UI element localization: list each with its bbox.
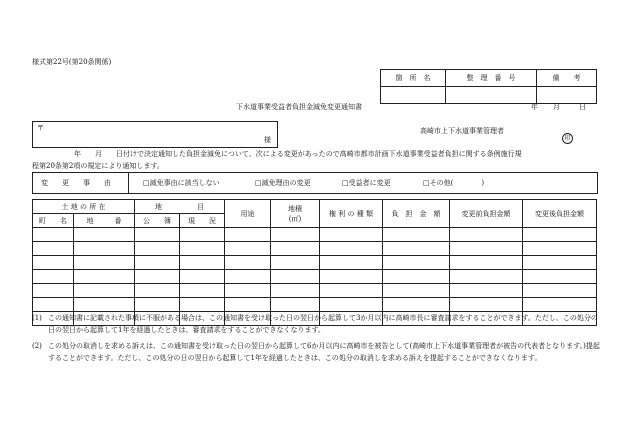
cell-rights[interactable] (320, 284, 383, 298)
cell-register[interactable] (135, 284, 180, 298)
note-1-text: この通知書に記載された事項に不服がある場合は、この通知書を受け取った日の翌日から起算して3か月以内に高崎市長に審査請求をすることができます。ただし、この処分の日の翌日から起算して1年を経過したときは、審査請求をすることができなくなります。 (48, 314, 598, 334)
header-before-amount: 変更前負担金額 (450, 200, 523, 228)
header-current-state: 現 況 (180, 214, 225, 228)
cell-town[interactable] (33, 284, 74, 298)
cell-before[interactable] (450, 256, 523, 270)
intro-line-2: 程第20条第2項の規定により通知します。 (32, 162, 164, 170)
reason-option-other[interactable]: □その他( ) (423, 179, 485, 187)
cell-use[interactable] (225, 256, 271, 270)
cell-rights[interactable] (320, 228, 383, 242)
cell-town[interactable] (33, 242, 74, 256)
ref-header-location: 箇 所 名 (381, 70, 446, 87)
cell-before[interactable] (450, 242, 523, 256)
cell-area[interactable] (271, 256, 320, 270)
cell-state[interactable] (180, 256, 225, 270)
cell-charge[interactable] (383, 284, 450, 298)
ref-cell-location[interactable] (381, 87, 446, 104)
header-public-register: 公 簿 (135, 214, 180, 228)
cell-register[interactable] (135, 242, 180, 256)
cell-state[interactable] (180, 270, 225, 284)
seal-icon: 印 (562, 133, 573, 144)
cell-register[interactable] (135, 298, 180, 312)
header-after-amount: 変更後負担金額 (523, 200, 597, 228)
cell-register[interactable] (135, 228, 180, 242)
cell-lot[interactable] (74, 284, 135, 298)
cell-lot[interactable] (74, 270, 135, 284)
cell-charge[interactable] (383, 298, 450, 312)
date-year-label: 年 (531, 103, 538, 111)
cell-lot[interactable] (74, 228, 135, 242)
cell-use[interactable] (225, 298, 271, 312)
cell-area[interactable] (271, 284, 320, 298)
cell-before[interactable] (450, 270, 523, 284)
seal-mark (562, 125, 573, 144)
header-use: 用途 (225, 200, 271, 228)
note-1-number: (1) (32, 314, 42, 322)
cell-use[interactable] (225, 284, 271, 298)
issuer-name: 高崎市上下水道事業管理者 (420, 127, 504, 135)
recipient-honorific: 様 (264, 136, 271, 144)
reason-option-reason-change[interactable]: □減免理由の変更 (255, 179, 311, 187)
cell-after[interactable] (523, 242, 597, 256)
cell-after[interactable] (523, 298, 597, 312)
cell-register[interactable] (135, 270, 180, 284)
cell-rights[interactable] (320, 242, 383, 256)
document-title: 下水道事業受益者負担金減免変更通知書 (236, 103, 362, 111)
cell-area[interactable] (271, 242, 320, 256)
cell-town[interactable] (33, 228, 74, 242)
cell-charge[interactable] (383, 270, 450, 284)
cell-area[interactable] (271, 270, 320, 284)
cell-town[interactable] (33, 298, 74, 312)
cell-rights[interactable] (320, 298, 383, 312)
cell-state[interactable] (180, 242, 225, 256)
cell-state[interactable] (180, 228, 225, 242)
cell-town[interactable] (33, 256, 74, 270)
cell-town[interactable] (33, 270, 74, 284)
cell-after[interactable] (523, 228, 597, 242)
cell-after[interactable] (523, 256, 597, 270)
cell-after[interactable] (523, 270, 597, 284)
cell-lot[interactable] (74, 256, 135, 270)
ref-cell-number[interactable] (446, 87, 537, 104)
cell-state[interactable] (180, 298, 225, 312)
cell-before[interactable] (450, 298, 523, 312)
header-area-label: 地積 (288, 204, 302, 213)
header-lot-number: 地 番 (74, 214, 135, 228)
reason-divider (128, 173, 129, 193)
cell-charge[interactable] (383, 228, 450, 242)
cell-charge[interactable] (383, 256, 450, 270)
header-rights-type: 権 利 の 種 類 (320, 200, 383, 228)
cell-rights[interactable] (320, 270, 383, 284)
header-charge-amount: 負 担 金 額 (383, 200, 450, 228)
cell-before[interactable] (450, 284, 523, 298)
cell-use[interactable] (225, 270, 271, 284)
note-1 (32, 312, 602, 336)
cell-area[interactable] (271, 298, 320, 312)
cell-rights[interactable] (320, 256, 383, 270)
note-2-number: (2) (32, 342, 42, 350)
ref-header-number: 整 理 番 号 (446, 70, 537, 87)
cell-charge[interactable] (383, 242, 450, 256)
reason-option-beneficiary-change[interactable]: □受益者に変更 (342, 179, 391, 187)
note-2 (32, 340, 602, 364)
postal-mark: 〒 (37, 124, 44, 132)
land-charge-table (32, 199, 597, 326)
table-row (33, 228, 597, 242)
table-row (33, 242, 597, 256)
change-reason-label: 変 更 事 由 (41, 179, 111, 187)
ref-header-remarks: 備 考 (537, 70, 597, 87)
cell-use[interactable] (225, 242, 271, 256)
form-number: 様式第22号(第20条関係) (32, 58, 112, 66)
note-2-text: この処分の取消しを求める訴えは、この通知書を受け取った日の翌日から起算して6か月以内に高崎市を被告として(高崎市上下水道事業管理者が被告の代表者となります。)提起することができます。ただし、この処分の日の翌日から起算して1年を経過したときは、この処分の取消しを求める訴えを提起することができなくなります。 (48, 342, 600, 362)
cell-lot[interactable] (74, 242, 135, 256)
intro-line-1: 年 月 日付けで決定通知した負担金減免について、次による変更があったので高崎市都市計画下水道事業受益者負担に関する条例施行規 (74, 150, 522, 158)
reference-table (380, 69, 597, 104)
date-month-label: 月 (553, 103, 560, 111)
table-row (33, 298, 597, 312)
change-reason-row (32, 172, 598, 194)
reason-option-not-applicable[interactable]: □減免事由に該当しない (143, 179, 220, 187)
header-area (271, 200, 320, 228)
table-row (33, 256, 597, 270)
header-land-location: 土 地 の 所 在 (33, 200, 135, 214)
cell-register[interactable] (135, 256, 180, 270)
date-day-label: 日 (579, 103, 586, 111)
cell-use[interactable] (225, 228, 271, 242)
cell-area[interactable] (271, 228, 320, 242)
cell-state[interactable] (180, 284, 225, 298)
ref-cell-remarks[interactable] (537, 87, 597, 104)
table-row (33, 270, 597, 284)
recipient-box[interactable] (32, 121, 278, 148)
header-area-unit: (㎡) (288, 214, 302, 223)
header-town: 町 名 (33, 214, 74, 228)
cell-lot[interactable] (74, 298, 135, 312)
header-land-category: 地 目 (135, 200, 225, 214)
cell-before[interactable] (450, 228, 523, 242)
table-row (33, 284, 597, 298)
cell-after[interactable] (523, 284, 597, 298)
